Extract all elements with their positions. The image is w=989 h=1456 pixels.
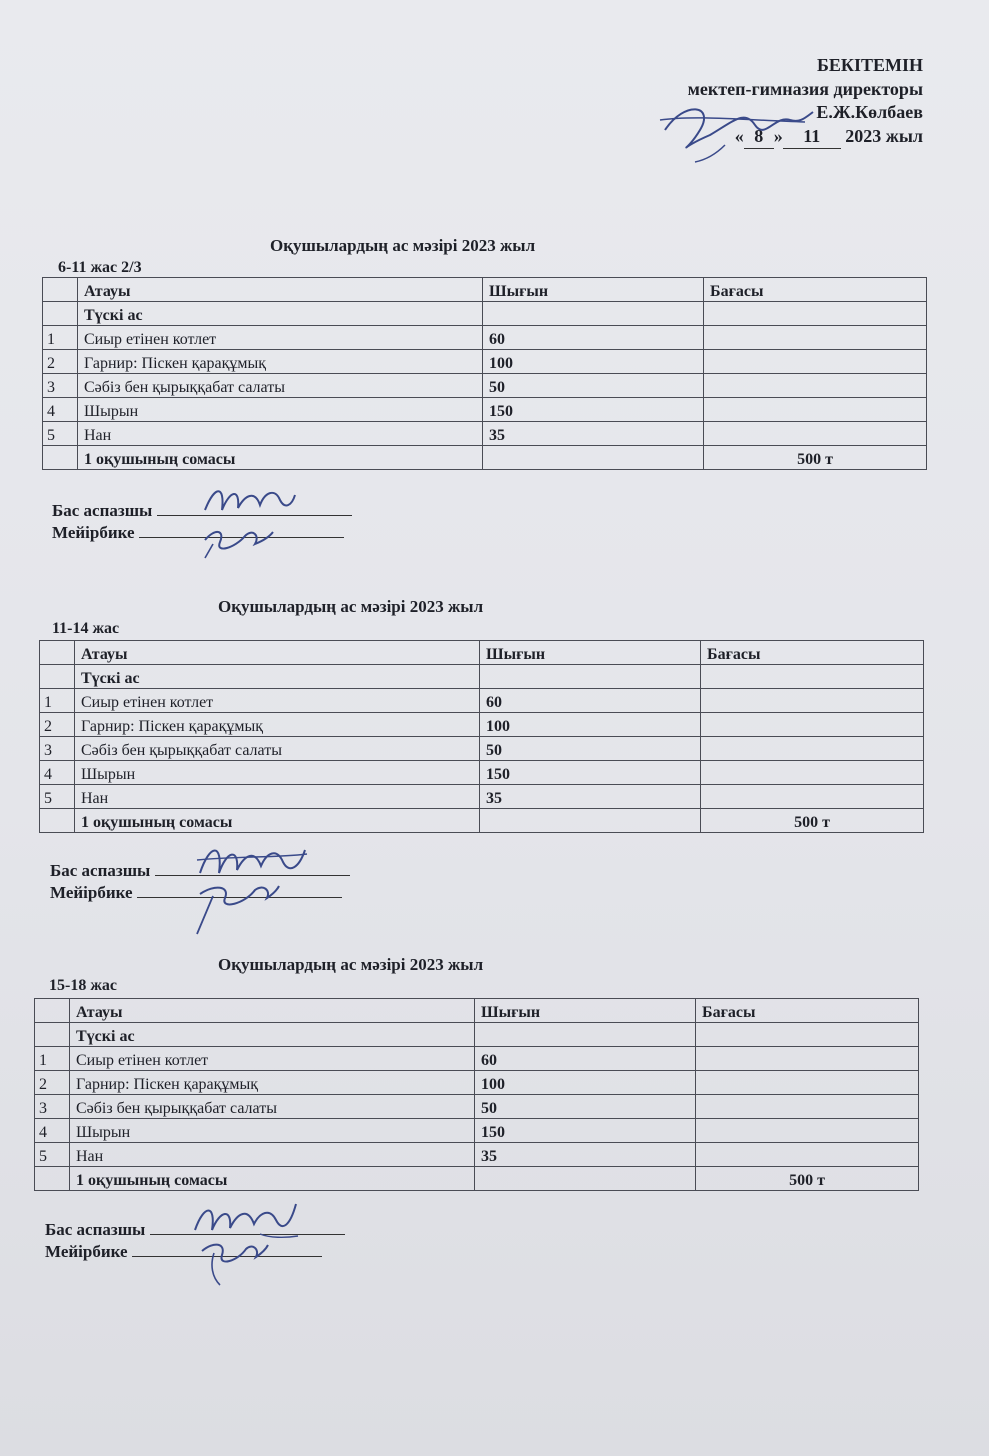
- approval-position: мектеп-гимназия директоры: [687, 78, 923, 99]
- table-cell: [701, 665, 924, 689]
- total-row: [43, 446, 927, 470]
- director-signature-icon: [655, 90, 815, 165]
- dish-qty: 100: [483, 350, 704, 374]
- nurse-label: Мейірбике: [50, 883, 133, 902]
- total-row: [40, 809, 924, 833]
- dish-qty: 50: [475, 1095, 696, 1119]
- table-cell: [704, 374, 927, 398]
- dish-qty: 35: [483, 422, 704, 446]
- table-cell: [704, 326, 927, 350]
- table-cell: [43, 302, 78, 326]
- table-cell: [696, 1119, 919, 1143]
- column-header-name: Атауы: [78, 278, 483, 302]
- table-cell: [43, 446, 78, 470]
- table-row: [43, 398, 927, 422]
- table-row: [35, 1119, 919, 1143]
- dish-name: Сиыр етінен котлет: [75, 689, 480, 713]
- total-price: 500 т: [704, 446, 927, 470]
- table-row: [43, 422, 927, 446]
- table-header-row: [35, 999, 919, 1023]
- table-row: [35, 1071, 919, 1095]
- table-row: [43, 350, 927, 374]
- row-number: 2: [40, 713, 75, 737]
- dish-qty: 50: [483, 374, 704, 398]
- dish-qty: 50: [480, 737, 701, 761]
- table-cell: [701, 713, 924, 737]
- table-cell: [704, 398, 927, 422]
- nurse-label: Мейірбике: [52, 523, 135, 542]
- dish-qty: 60: [483, 326, 704, 350]
- table-cell: [40, 665, 75, 689]
- table-cell: [704, 350, 927, 374]
- dish-name: Гарнир: Піскен қарақұмық: [78, 350, 483, 374]
- close-quote: »: [773, 125, 783, 146]
- table-row: [40, 785, 924, 809]
- row-number: 1: [43, 326, 78, 350]
- table-cell: [43, 278, 78, 302]
- dish-qty: 100: [475, 1071, 696, 1095]
- table-header-row: [40, 641, 924, 665]
- nurse-signature-icon: [195, 518, 275, 560]
- column-header-name: Атауы: [70, 999, 475, 1023]
- table-row: [40, 761, 924, 785]
- chef-label: Бас аспазшы: [50, 861, 151, 880]
- table-cell: [701, 737, 924, 761]
- total-label: 1 оқушының сомасы: [78, 446, 483, 470]
- dish-qty: 60: [475, 1047, 696, 1071]
- table-cell: [696, 1143, 919, 1167]
- dish-name: Шырын: [75, 761, 480, 785]
- dish-name: Сиыр етінен котлет: [78, 326, 483, 350]
- chef-signature-icon: [200, 480, 300, 520]
- table-cell: [480, 665, 701, 689]
- table-cell: [701, 785, 924, 809]
- table-row: [40, 689, 924, 713]
- dish-name: Гарнир: Піскен қарақұмық: [70, 1071, 475, 1095]
- table-cell: [696, 1071, 919, 1095]
- table-row: [43, 374, 927, 398]
- approval-month: 11: [783, 125, 841, 150]
- dish-name: Нан: [70, 1143, 475, 1167]
- menu-table: [39, 640, 924, 833]
- meal-label: Түскі ас: [70, 1023, 475, 1047]
- meal-row: [35, 1023, 919, 1047]
- column-header-price: Бағасы: [696, 999, 919, 1023]
- total-price: 500 т: [696, 1167, 919, 1191]
- dish-qty: 150: [480, 761, 701, 785]
- table-cell: [35, 1023, 70, 1047]
- menu-title: Оқушылардың ас мәзірі 2023 жыл: [218, 597, 484, 616]
- dish-name: Сәбіз бен қырыққабат салаты: [78, 374, 483, 398]
- dish-qty: 100: [480, 713, 701, 737]
- row-number: 3: [40, 737, 75, 761]
- column-header-qty: Шығын: [483, 278, 704, 302]
- row-number: 1: [35, 1047, 70, 1071]
- dish-name: Шырын: [70, 1119, 475, 1143]
- total-label: 1 оқушының сомасы: [70, 1167, 475, 1191]
- row-number: 1: [40, 689, 75, 713]
- table-cell: [35, 999, 70, 1023]
- dish-name: Сәбіз бен қырыққабат салаты: [70, 1095, 475, 1119]
- table-header-row: [43, 278, 927, 302]
- row-number: 4: [35, 1119, 70, 1143]
- dish-qty: 35: [475, 1143, 696, 1167]
- total-price: 500 т: [701, 809, 924, 833]
- row-number: 5: [40, 785, 75, 809]
- row-number: 5: [35, 1143, 70, 1167]
- row-number: 3: [43, 374, 78, 398]
- age-group-label: 15-18 жас: [49, 977, 118, 994]
- row-number: 3: [35, 1095, 70, 1119]
- table-cell: [704, 302, 927, 326]
- table-cell: [475, 1023, 696, 1047]
- table-cell: [40, 641, 75, 665]
- table-cell: [696, 1095, 919, 1119]
- table-cell: [701, 689, 924, 713]
- meal-row: [40, 665, 924, 689]
- age-group-label: 6-11 жас 2/3: [58, 259, 142, 276]
- row-number: 2: [43, 350, 78, 374]
- row-number: 5: [43, 422, 78, 446]
- table-cell: [40, 809, 75, 833]
- table-row: [35, 1095, 919, 1119]
- column-header-qty: Шығын: [480, 641, 701, 665]
- approval-heading: БЕКІТЕМІН: [817, 55, 923, 75]
- column-header-qty: Шығын: [475, 999, 696, 1023]
- open-quote: «: [734, 125, 744, 146]
- dish-qty: 150: [475, 1119, 696, 1143]
- dish-name: Нан: [78, 422, 483, 446]
- table-row: [43, 326, 927, 350]
- table-cell: [483, 302, 704, 326]
- menu-title: Оқушылардың ас мәзірі 2023 жыл: [270, 236, 536, 255]
- menu-table: [34, 998, 919, 1191]
- menu-title: Оқушылардың ас мәзірі 2023 жыл: [218, 955, 484, 974]
- menu-table: [42, 277, 927, 470]
- row-number: 4: [43, 398, 78, 422]
- table-row: [40, 713, 924, 737]
- column-header-price: Бағасы: [701, 641, 924, 665]
- meal-label: Түскі ас: [75, 665, 480, 689]
- table-cell: [696, 1023, 919, 1047]
- table-cell: [704, 422, 927, 446]
- chef-label: Бас аспазшы: [52, 501, 153, 520]
- approval-name: Е.Ж.Көлбаев: [816, 102, 923, 122]
- nurse-signature-icon: [185, 876, 280, 938]
- nurse-signature-icon: [190, 1235, 270, 1290]
- dish-name: Нан: [75, 785, 480, 809]
- total-row: [35, 1167, 919, 1191]
- dish-name: Сәбіз бен қырыққабат салаты: [75, 737, 480, 761]
- approval-day: 8: [744, 125, 774, 150]
- chef-label: Бас аспазшы: [45, 1220, 146, 1239]
- table-cell: [475, 1167, 696, 1191]
- table-cell: [480, 809, 701, 833]
- row-number: 4: [40, 761, 75, 785]
- table-row: [35, 1143, 919, 1167]
- table-cell: [701, 761, 924, 785]
- dish-name: Сиыр етінен котлет: [70, 1047, 475, 1071]
- table-row: [35, 1047, 919, 1071]
- nurse-label: Мейірбике: [45, 1242, 128, 1261]
- age-group-label: 11-14 жас: [52, 620, 120, 637]
- meal-row: [43, 302, 927, 326]
- table-cell: [696, 1047, 919, 1071]
- approval-year: 2023 жыл: [845, 125, 923, 146]
- table-cell: [35, 1167, 70, 1191]
- table-cell: [483, 446, 704, 470]
- meal-label: Түскі ас: [78, 302, 483, 326]
- dish-qty: 35: [480, 785, 701, 809]
- column-header-name: Атауы: [75, 641, 480, 665]
- total-label: 1 оқушының сомасы: [75, 809, 480, 833]
- row-number: 2: [35, 1071, 70, 1095]
- column-header-price: Бағасы: [704, 278, 927, 302]
- table-row: [40, 737, 924, 761]
- dish-qty: 60: [480, 689, 701, 713]
- dish-qty: 150: [483, 398, 704, 422]
- dish-name: Гарнир: Піскен қарақұмық: [75, 713, 480, 737]
- dish-name: Шырын: [78, 398, 483, 422]
